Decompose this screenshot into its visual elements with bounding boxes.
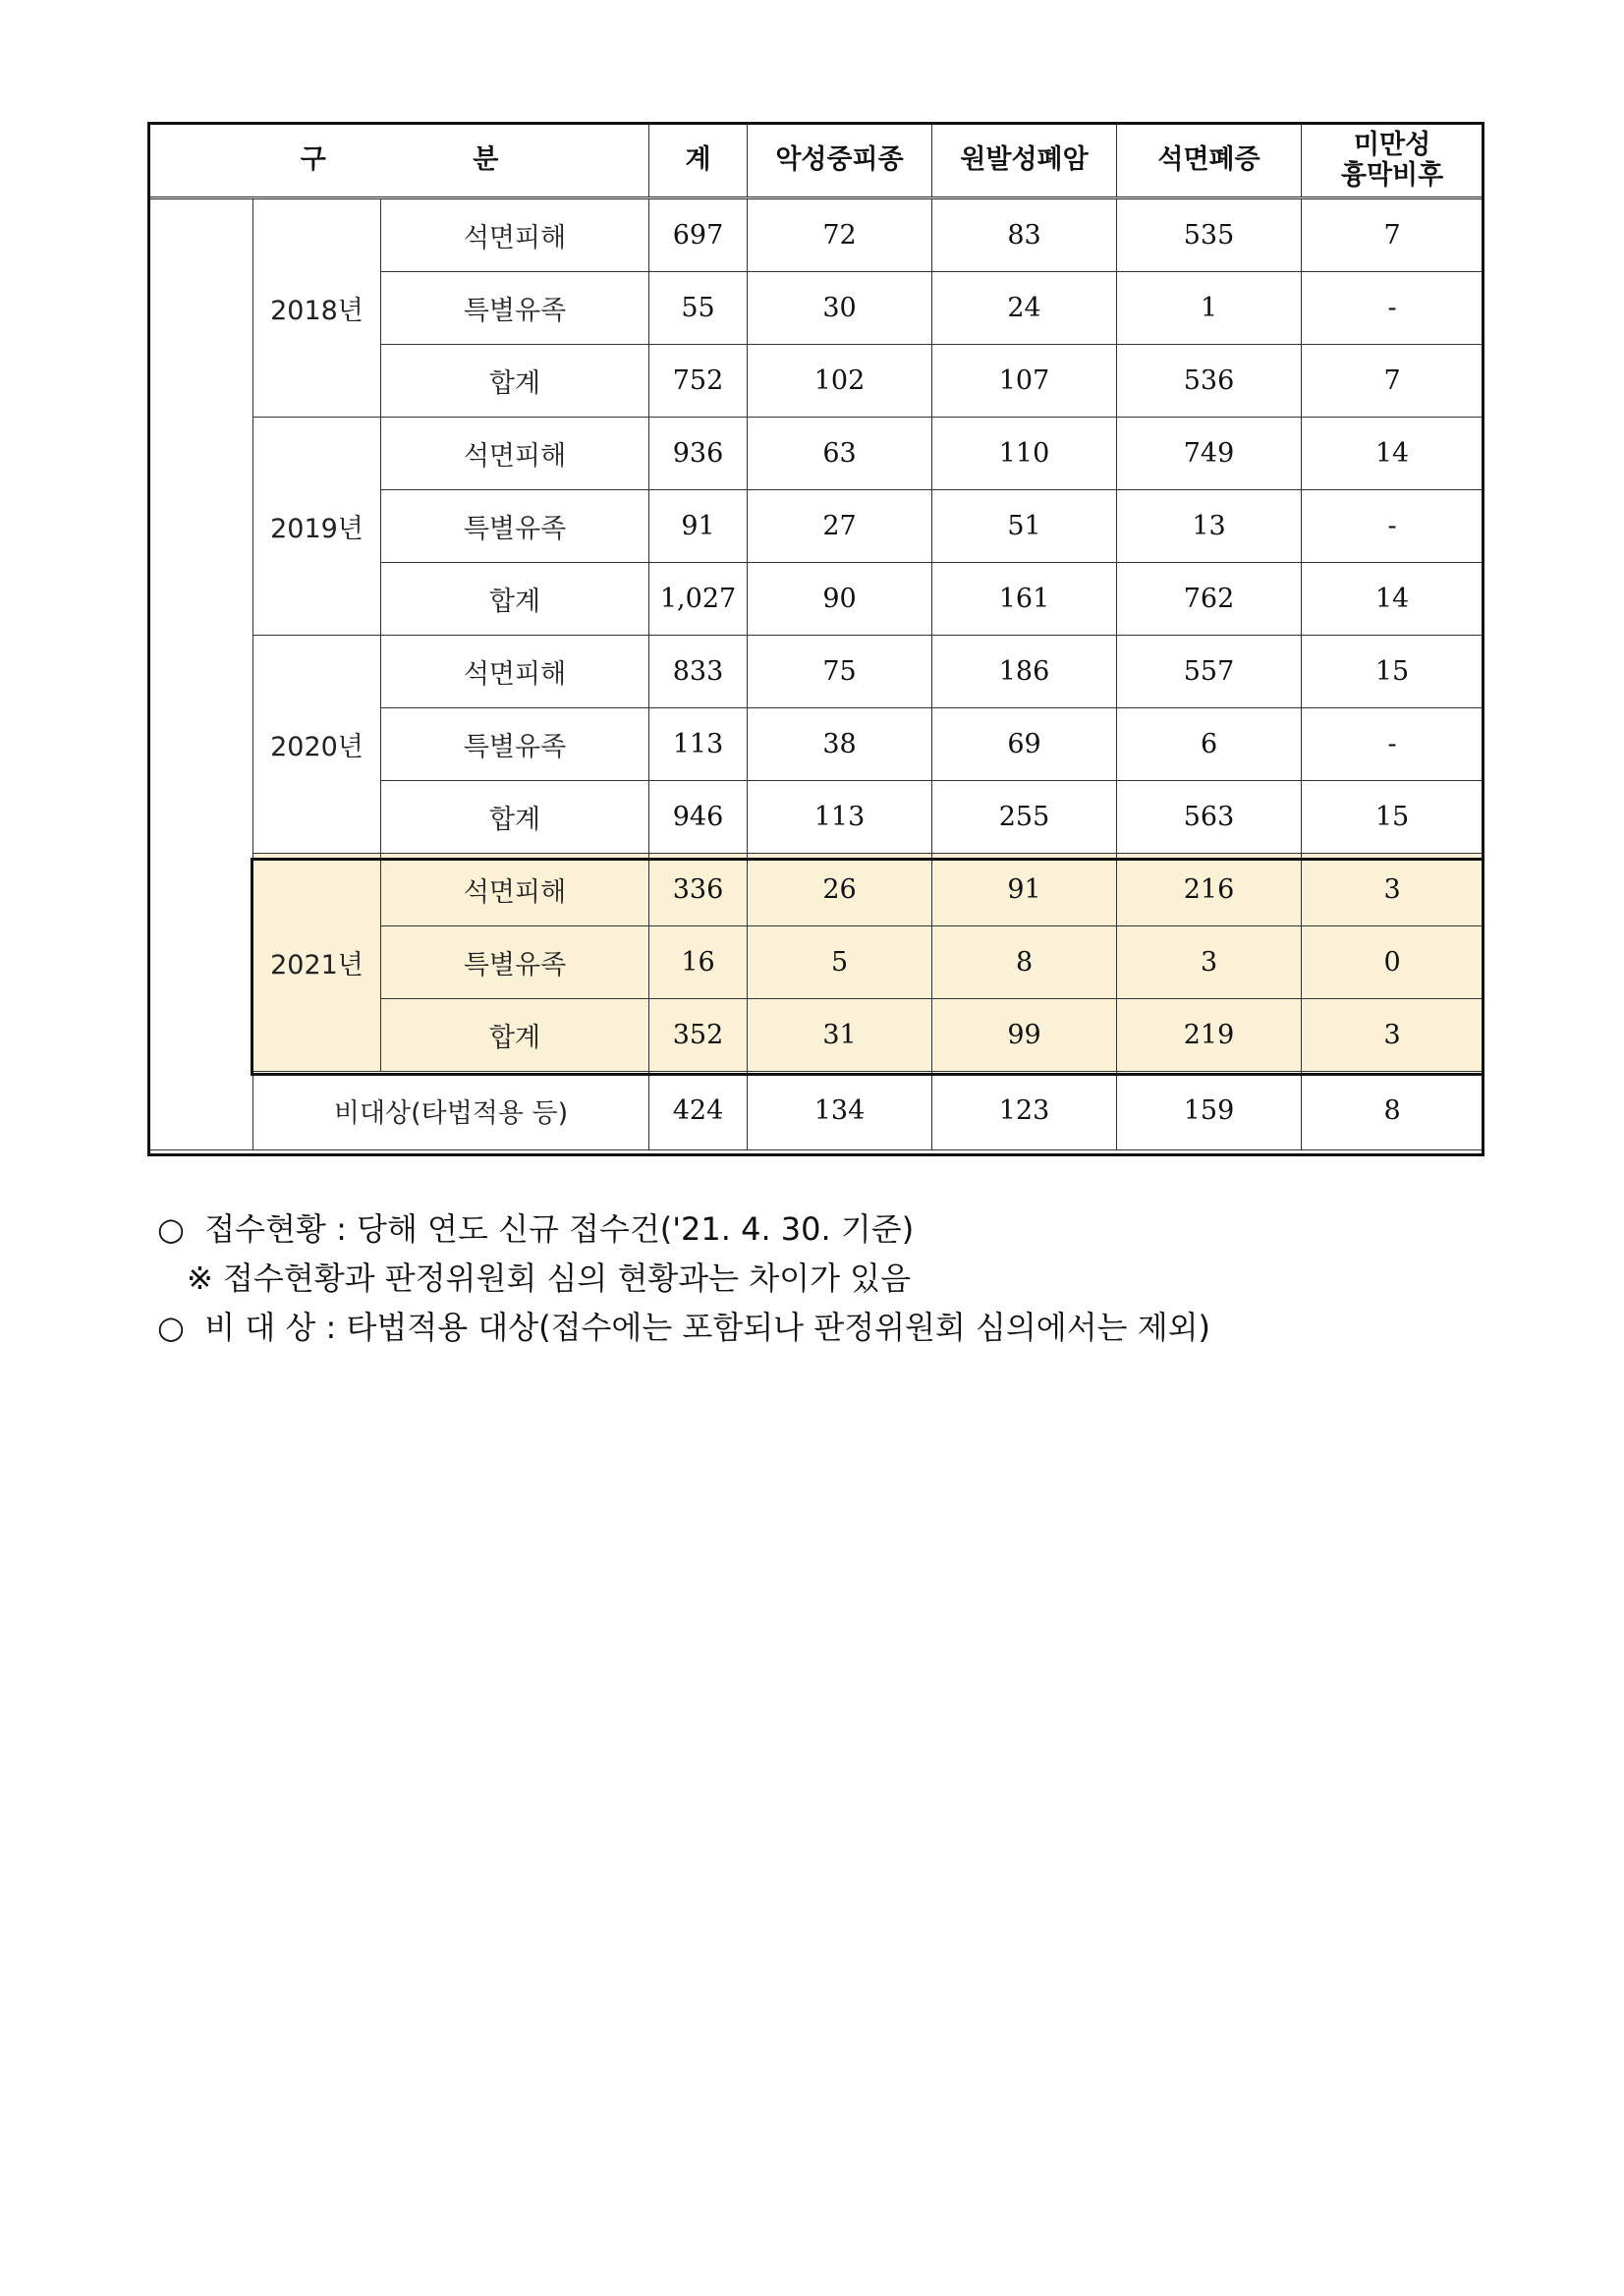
value-cell: 936 <box>649 418 748 490</box>
year-cell: 2020년 <box>253 636 381 854</box>
value-cell: 563 <box>1117 781 1302 854</box>
value-cell: 536 <box>1117 345 1302 418</box>
value-cell: 0 <box>1302 926 1484 999</box>
value-cell: 91 <box>649 490 748 563</box>
notes-section <box>157 1204 1210 1352</box>
value-cell: 55 <box>649 272 748 345</box>
value-cell: 31 <box>748 999 932 1072</box>
value-cell: 14 <box>1302 563 1484 636</box>
row-label-non-target: 비대상(타법적용 등) <box>253 1072 649 1150</box>
value-cell: 749 <box>1117 418 1302 490</box>
value-cell: 102 <box>748 345 932 418</box>
row-label: 석면피해 <box>381 854 649 926</box>
value-cell: 107 <box>932 345 1117 418</box>
value-cell: 72 <box>748 198 932 272</box>
value-cell: 123 <box>932 1072 1117 1150</box>
value-cell: 3 <box>1302 854 1484 926</box>
row-label: 합계 <box>381 345 649 418</box>
value-cell: 7 <box>1302 345 1484 418</box>
value-cell: 697 <box>649 198 748 272</box>
value-cell: 752 <box>649 345 748 418</box>
header-asbestosis: 석면폐증 <box>1117 124 1302 198</box>
value-cell: 352 <box>649 999 748 1072</box>
value-cell: 99 <box>932 999 1117 1072</box>
note-non-target: ○ 비 대 상 : 타법적용 대상(접수에는 포함되나 판정위원회 심의에서는 제외) <box>157 1309 1211 1346</box>
note-receipt-status: ○ 접수현황 : 당해 연도 신규 접수건('21. 4. 30. 기준) <box>157 1210 915 1248</box>
value-cell: 3 <box>1302 999 1484 1072</box>
value-cell: 113 <box>748 781 932 854</box>
table-row-non-target <box>150 1072 1484 1150</box>
value-cell: - <box>1302 708 1484 781</box>
value-cell: 159 <box>1117 1072 1302 1150</box>
value-cell: 14 <box>1302 418 1484 490</box>
value-cell: 8 <box>932 926 1117 999</box>
value-cell: 5 <box>748 926 932 999</box>
value-cell: 15 <box>1302 636 1484 708</box>
value-cell: 8 <box>1302 1072 1484 1150</box>
blank-left-column <box>150 198 253 1150</box>
value-cell: 75 <box>748 636 932 708</box>
value-cell: 6 <box>1117 708 1302 781</box>
value-cell: 91 <box>932 854 1117 926</box>
value-cell: - <box>1302 272 1484 345</box>
table-row <box>150 418 1484 490</box>
row-label: 특별유족 <box>381 708 649 781</box>
header-total: 계 <box>649 124 748 198</box>
value-cell: 535 <box>1117 198 1302 272</box>
value-cell: 186 <box>932 636 1117 708</box>
value-cell: 110 <box>932 418 1117 490</box>
value-cell: 90 <box>748 563 932 636</box>
table-row <box>150 636 1484 708</box>
year-cell: 2018년 <box>253 198 381 418</box>
value-cell: 13 <box>1117 490 1302 563</box>
value-cell: 557 <box>1117 636 1302 708</box>
value-cell: 69 <box>932 708 1117 781</box>
value-cell: 134 <box>748 1072 932 1150</box>
value-cell: 7 <box>1302 198 1484 272</box>
value-cell: 336 <box>649 854 748 926</box>
row-label: 석면피해 <box>381 198 649 272</box>
value-cell: 16 <box>649 926 748 999</box>
value-cell: 216 <box>1117 854 1302 926</box>
header-category: 구 분 <box>150 124 649 198</box>
value-cell: 38 <box>748 708 932 781</box>
row-label: 합계 <box>381 563 649 636</box>
value-cell: 3 <box>1117 926 1302 999</box>
value-cell: 1,027 <box>649 563 748 636</box>
row-label: 석면피해 <box>381 636 649 708</box>
value-cell: 26 <box>748 854 932 926</box>
value-cell: 946 <box>649 781 748 854</box>
header-mesothelioma: 악성중피종 <box>748 124 932 198</box>
row-label: 특별유족 <box>381 926 649 999</box>
value-cell: 63 <box>748 418 932 490</box>
value-cell: 113 <box>649 708 748 781</box>
value-cell: 219 <box>1117 999 1302 1072</box>
value-cell: 27 <box>748 490 932 563</box>
note-difference-remark: ※ 접수현황과 판정위원회 심의 현황과는 차이가 있음 <box>187 1260 911 1297</box>
row-label: 특별유족 <box>381 272 649 345</box>
value-cell: 1 <box>1117 272 1302 345</box>
value-cell: 15 <box>1302 781 1484 854</box>
value-cell: 30 <box>748 272 932 345</box>
table-row <box>150 198 1484 272</box>
row-label: 특별유족 <box>381 490 649 563</box>
value-cell: 424 <box>649 1072 748 1150</box>
value-cell: 255 <box>932 781 1117 854</box>
year-cell: 2021년 <box>253 854 381 1072</box>
row-label: 합계 <box>381 781 649 854</box>
value-cell: 833 <box>649 636 748 708</box>
table-header-row <box>150 124 1484 198</box>
value-cell: 83 <box>932 198 1117 272</box>
value-cell: 762 <box>1117 563 1302 636</box>
table-row-highlighted <box>150 854 1484 926</box>
row-label: 합계 <box>381 999 649 1072</box>
row-label: 석면피해 <box>381 418 649 490</box>
year-cell: 2019년 <box>253 418 381 636</box>
value-cell: - <box>1302 490 1484 563</box>
value-cell: 51 <box>932 490 1117 563</box>
value-cell: 161 <box>932 563 1117 636</box>
header-lung-cancer: 원발성폐암 <box>932 124 1117 198</box>
header-pleural-thickening: 미만성 흉막비후 <box>1302 124 1484 198</box>
value-cell: 24 <box>932 272 1117 345</box>
asbestos-statistics-table <box>149 123 1484 1150</box>
